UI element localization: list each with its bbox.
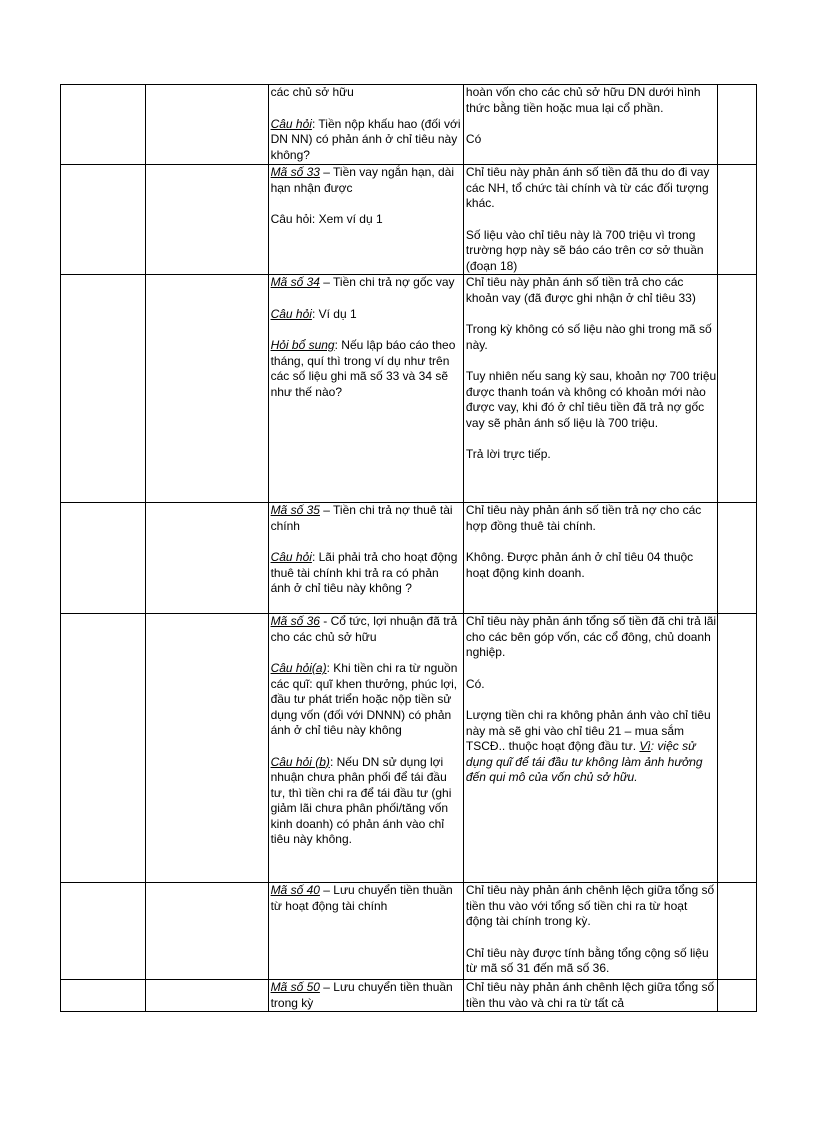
- paragraph: [271, 661, 462, 739]
- item-label: Mã số 40: [270, 883, 320, 897]
- empty-cell: [61, 883, 146, 980]
- explanation-cell: [463, 165, 717, 275]
- paragraph: [271, 755, 462, 848]
- explanation-cell: [463, 503, 717, 614]
- paragraph: [271, 338, 462, 400]
- empty-cell: [61, 275, 146, 503]
- item-text: : Nếu lập báo cáo theo tháng, quí thì trong ví dụ như trên các số liệu ghi mã số 33 và 34 sẽ như thế nào?: [270, 338, 456, 399]
- table-row: [61, 503, 757, 614]
- item-text: – Tiền chi trả nợ gốc vay: [319, 275, 455, 289]
- table-row: [61, 980, 757, 1012]
- paragraph-text: Chỉ tiêu này phản ánh tổng số tiền đã chi trả lãi cho các bên góp vốn, các cổ đông, chủ doanh nghiệp.: [465, 614, 717, 659]
- empty-cell: [146, 165, 268, 275]
- paragraph-gap: [271, 322, 462, 338]
- paragraph: [466, 165, 716, 212]
- paragraph-text: Chỉ tiêu này phản ánh số tiền trả cho các khoản vay (đã được ghi nhận ở chỉ tiêu 33): [465, 275, 696, 305]
- paragraph: [271, 85, 462, 101]
- paragraph: [271, 307, 462, 323]
- paragraph-text: Chỉ tiêu này phản ánh chênh lệch giữa tổng số tiền thu vào với tổng số tiền chi ra từ hoạt động tài chính trong kỳ.: [465, 883, 715, 928]
- paragraph-gap: [466, 692, 716, 708]
- paragraph: [466, 708, 716, 786]
- empty-cell: [146, 85, 268, 165]
- indicator-cell: [268, 883, 463, 980]
- empty-cell: [146, 980, 268, 1012]
- table-row: [61, 85, 757, 165]
- item-text: : Lãi phải trả cho hoạt động thuê tài chính khi trả ra có phản ánh ở chỉ tiêu này không ?: [270, 550, 458, 595]
- paragraph-text: Số liệu vào chỉ tiêu này là 700 triệu vì trong trường hợp này sẽ báo cáo trên cơ sở thuần (đoạn 18): [465, 227, 704, 273]
- indicator-cell: [268, 275, 463, 503]
- paragraph-gap: [271, 645, 462, 661]
- empty-cell: [718, 165, 757, 275]
- paragraph-text: hoàn vốn cho các chủ sở hữu DN dưới hình thức bằng tiền hoặc mua lại cổ phần.: [465, 85, 701, 115]
- document-table: [60, 84, 757, 1012]
- explanation-cell: [463, 614, 717, 883]
- paragraph: [466, 550, 716, 581]
- empty-cell: [718, 503, 757, 614]
- indicator-cell: [268, 614, 463, 883]
- item-text: – Lưu chuyển tiền thuần trong kỳ: [270, 980, 453, 1010]
- paragraph-gap: [466, 116, 716, 132]
- paragraph: [466, 275, 716, 306]
- empty-cell: [146, 883, 268, 980]
- item-label: Mã số 35: [270, 503, 320, 517]
- paragraph-gap: [466, 212, 716, 228]
- item-text: : Ví dụ 1: [311, 306, 357, 321]
- paragraph: [466, 132, 716, 148]
- paragraph-gap: [271, 196, 462, 212]
- paragraph: [466, 228, 716, 275]
- item-text: : Tiền nộp khấu hao (đối với DN NN) có phản ánh ở chỉ tiêu này không?: [270, 116, 461, 162]
- paragraph: [466, 322, 716, 353]
- paragraph-text: Câu hỏi: Xem ví dụ 1: [270, 212, 383, 226]
- empty-cell: [61, 165, 146, 275]
- paragraph: [271, 503, 462, 534]
- explanation-cell: [463, 980, 717, 1012]
- paragraph-gap: [466, 353, 716, 369]
- item-label: Mã số 36: [270, 614, 320, 628]
- indicator-cell: [268, 85, 463, 165]
- paragraph-text: Chỉ tiêu này phản ánh số tiền trả nợ cho các hợp đồng thuê tài chính.: [465, 503, 702, 533]
- item-label: Mã số 34: [270, 275, 320, 289]
- paragraph-text: Trong kỳ không có số liệu nào ghi trong mã số này.: [465, 322, 712, 352]
- explanation-cell: [463, 883, 717, 980]
- paragraph-text: Có: [465, 132, 482, 146]
- item-text: : Nếu DN sử dụng lợi nhuận chưa phân phối để tái đầu tư, thì tiền chi ra để tái đầu tư (ghi giảm lãi chưa phân phối/tăng vốn kinh doanh) có phản ánh vào chỉ tiêu này không.: [270, 754, 452, 846]
- paragraph: [271, 165, 462, 196]
- paragraph-text: Chỉ tiêu này phản ánh chênh lệch giữa tổng số tiền thu vào và chi ra từ tất cả: [465, 980, 715, 1010]
- item-label: Mã số 33: [270, 165, 320, 179]
- paragraph-gap: [466, 306, 716, 322]
- explanation-cell: [463, 85, 717, 165]
- paragraph-text: Chỉ tiêu này được tính bằng tổng cộng số liệu từ mã số 31 đến mã số 36.: [465, 945, 709, 975]
- paragraph-gap: [271, 739, 462, 755]
- paragraph: [466, 677, 716, 693]
- indicator-cell: [268, 165, 463, 275]
- table-row: [61, 165, 757, 275]
- empty-cell: [61, 614, 146, 883]
- paragraph-text: Không. Được phản ánh ở chỉ tiêu 04 thuộc hoạt động kinh doanh.: [465, 550, 694, 580]
- paragraph: [271, 550, 462, 597]
- empty-cell: [61, 980, 146, 1012]
- empty-cell: [146, 614, 268, 883]
- paragraph-text: Chỉ tiêu này phản ánh số tiền đã thu do đi vay các NH, tổ chức tài chính và từ các đối tượng khác.: [465, 165, 710, 210]
- empty-cell: [718, 275, 757, 503]
- paragraph-gap: [271, 101, 462, 117]
- paragraph: [466, 883, 716, 930]
- paragraph-gap: [466, 431, 716, 447]
- paragraph: [466, 447, 716, 463]
- item-text: - Cổ tức, lợi nhuận đã trả cho các chủ sở hữu: [270, 614, 458, 644]
- paragraph: [271, 212, 462, 228]
- item-label: Câu hỏi: [270, 116, 312, 131]
- paragraph-text: Có.: [465, 676, 485, 691]
- empty-cell: [146, 275, 268, 503]
- paragraph: [466, 503, 716, 534]
- paragraph-text: Trả lời trực tiếp.: [465, 447, 551, 461]
- table-row: [61, 275, 757, 503]
- paragraph: [466, 980, 716, 1011]
- indicator-cell: [268, 980, 463, 1012]
- paragraph: [271, 980, 462, 1011]
- paragraph: [466, 369, 716, 431]
- paragraph-gap: [466, 930, 716, 946]
- paragraph: [466, 946, 716, 977]
- paragraph-gap: [271, 534, 462, 550]
- item-text: : việc sử dụng quĩ để tái đầu tư không làm ảnh hưởng đến qui mô của vốn chủ sở hữu.: [465, 739, 703, 784]
- item-text: – Tiền vay ngắn hạn, dài hạn nhận được: [270, 165, 455, 195]
- item-label: Câu hỏi (b): [270, 754, 330, 769]
- item-text: – Lưu chuyển tiền thuần từ hoạt động tài chính: [270, 883, 453, 913]
- empty-cell: [718, 883, 757, 980]
- paragraph: [271, 275, 462, 291]
- item-label: Câu hỏi(a): [270, 661, 327, 675]
- paragraph: [466, 85, 716, 116]
- empty-cell: [718, 980, 757, 1012]
- paragraph: [466, 614, 716, 661]
- item-label: Hỏi bổ sung: [270, 338, 335, 352]
- empty-cell: [61, 503, 146, 614]
- paragraph-gap: [466, 661, 716, 677]
- paragraph-gap: [466, 534, 716, 550]
- paragraph: [271, 614, 462, 645]
- paragraph-text: Tuy nhiên nếu sang kỳ sau, khoản nợ 700 triệu được thanh toán và không có khoản mới nào được vay, khi đó ở chỉ tiêu tiền đã trả nợ gốc vay sẽ phản ánh số liệu là 700 triệu.: [465, 369, 717, 430]
- item-label: Câu hỏi: [270, 306, 312, 321]
- empty-cell: [718, 85, 757, 165]
- empty-cell: [61, 85, 146, 165]
- paragraph-text: Lượng tiền chi ra không phản ánh vào chỉ tiêu này mà sẽ ghi vào chỉ tiêu 21 – mua sắm TSCĐ.. thuộc hoạt động đầu tư.: [465, 708, 711, 753]
- indicator-cell: [268, 503, 463, 614]
- empty-cell: [146, 503, 268, 614]
- explanation-cell: [463, 275, 717, 503]
- item-label: Vì: [639, 739, 651, 753]
- paragraph-text: các chủ sở hữu: [270, 85, 354, 99]
- table-row: [61, 883, 757, 980]
- item-text: : Khi tiền chi ra từ nguồn các quĩ: quĩ khen thưởng, phúc lợi, đầu tư phát triển hoặc nộp tiền sử dụng vốn (đối với DNNN) có phản ánh ở chỉ tiêu này không: [270, 661, 458, 737]
- paragraph: [271, 117, 462, 164]
- item-text: – Tiền chi trả nợ thuê tài chính: [270, 503, 453, 533]
- empty-cell: [718, 614, 757, 883]
- paragraph-gap: [271, 291, 462, 307]
- item-label: Câu hỏi: [270, 550, 312, 564]
- item-label: Mã số 50: [270, 980, 320, 994]
- paragraph: [271, 883, 462, 914]
- table-row: [61, 614, 757, 883]
